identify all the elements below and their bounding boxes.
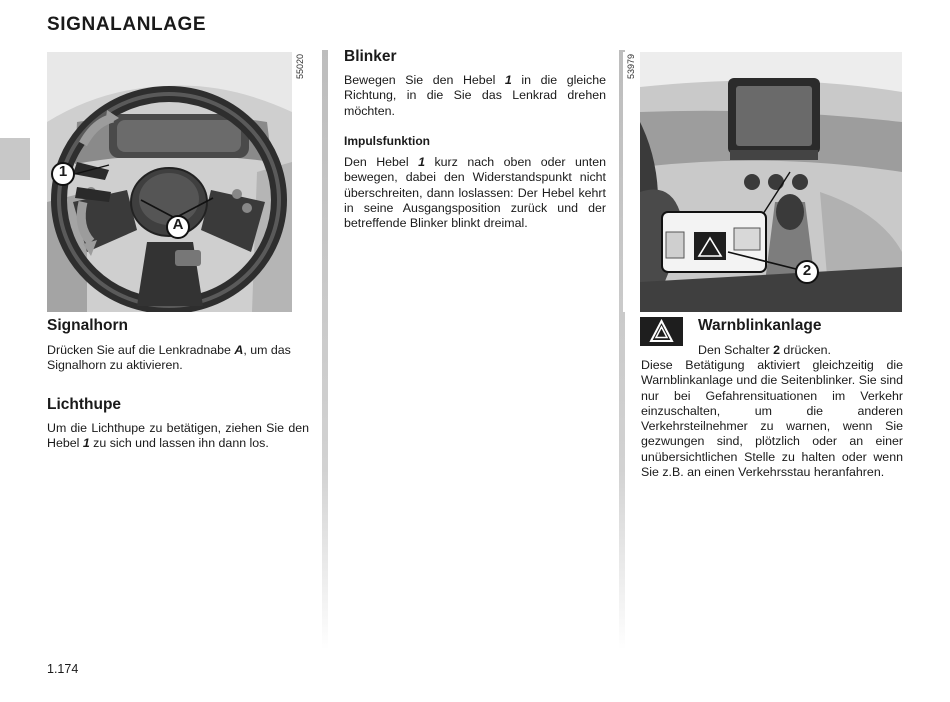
dashboard-illustration <box>640 52 902 312</box>
heading-blinker: Blinker <box>344 48 397 65</box>
steering-wheel-illustration <box>47 52 292 312</box>
callout-hub-a: A <box>172 216 184 233</box>
steering-wheel-figure <box>47 52 292 312</box>
dashboard-figure <box>640 52 902 312</box>
column-divider-left <box>322 50 328 650</box>
hazard-triangle-icon <box>640 317 683 346</box>
text-warnblink-instruction-part2: drücken. <box>779 343 831 357</box>
text-lichthupe-part1: Um die Lichthupe zu betätigen, ziehen Sie den Hebel <box>47 421 309 451</box>
text-impulsfunktion <box>344 155 606 231</box>
heading-impulsfunktion: Impulsfunktion <box>344 134 430 148</box>
hazard-symbol-box <box>640 317 683 346</box>
text-lichthupe <box>47 421 309 452</box>
figure-code-55020: 55020 <box>295 54 305 80</box>
ref-a: A <box>234 343 244 357</box>
text-impulsfunktion-part1: Den Hebel <box>344 155 419 169</box>
section-tab <box>0 138 30 180</box>
text-warnblink-instruction-part1: Den Schalter <box>698 343 774 357</box>
ref-1: 1 <box>504 73 512 87</box>
callout-lever-1: 1 <box>58 163 68 180</box>
text-signalhorn-part2: , um das Signalhorn zu aktivieren. <box>47 343 291 373</box>
text-blinker <box>344 73 606 119</box>
heading-lichthupe: Lichthupe <box>47 396 122 413</box>
text-blinker-part2: in die gleiche Richtung, in die Sie das Lenkrad drehen möchten. <box>344 73 606 118</box>
callout-switch-2: 2 <box>802 262 812 279</box>
ref-2: 2 <box>773 343 780 357</box>
text-lichthupe-part2: zu sich und lassen ihn dann los. <box>89 436 269 451</box>
figure-code-strip-2 <box>623 52 640 312</box>
text-signalhorn-part1: Drücken Sie auf die Lenkradnabe <box>47 343 235 357</box>
text-warnblink-instruction <box>698 343 831 358</box>
heading-warnblinkanlage: Warnblinkanlage <box>698 317 822 334</box>
text-blinker-part1: Bewegen Sie den Hebel <box>344 73 505 87</box>
ref-1: 1 <box>418 155 425 169</box>
text-warnblinkanlage: Diese Betätigung aktiviert gleichzeitig die Warnblinkanlage und die Seitenblinker. Sie sind nur bei Gefahrensituationen im Verkehr einzuschalten, um die anderen Verkehrsteilnehmer zu warnen, wenn Sie gezwungen sind, plötzlich oder an einer unübersichtlichen Stelle zu halten oder wenn Sie z.B. an einen Verkehrsstau heranfahren. <box>641 358 903 480</box>
page-number: 1.174 <box>47 662 79 676</box>
text-impulsfunktion-part2: kurz nach oben oder unten bewegen, dabei den Widerstandspunkt nicht überschreiten, dann loslassen: Der Hebel kehrt in seine Ausgangsposition zurück und der betreffende Blinker blinkt dreimal. <box>344 155 606 231</box>
figure-code-strip <box>292 52 309 312</box>
ref-1: 1 <box>82 436 90 451</box>
page-title: SIGNALANLAGE <box>47 14 207 35</box>
figure-code-53979: 53979 <box>626 54 636 80</box>
heading-signalhorn: Signalhorn <box>47 317 128 334</box>
text-signalhorn <box>47 343 309 374</box>
